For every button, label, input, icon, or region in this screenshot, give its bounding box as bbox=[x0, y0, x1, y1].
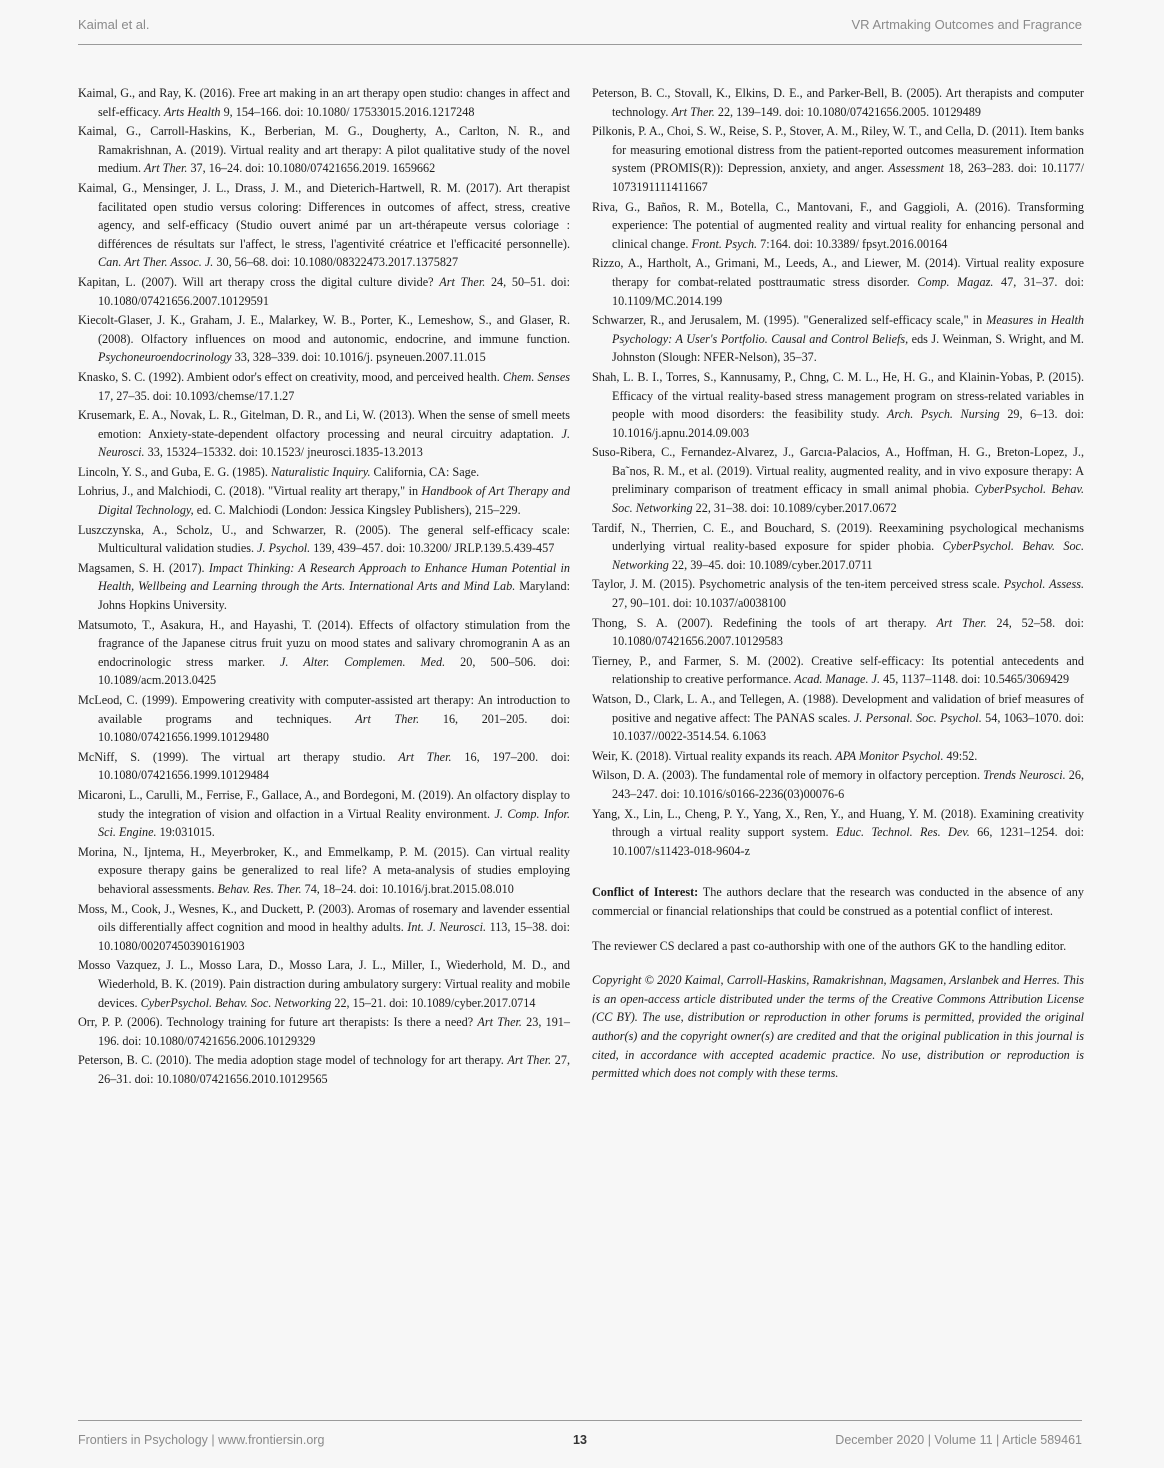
reference-text: Kapitan, L. (2007). Will art therapy cross the digital culture divide? bbox=[78, 274, 440, 289]
reference-source: Int. J. Neurosci. bbox=[407, 920, 487, 935]
right-column bbox=[592, 84, 1084, 1083]
reference-text: Peterson, B. C. (2010). The media adoption stage model of technology for art therapy. bbox=[78, 1053, 508, 1068]
reference-details: 27, 26–31. doi: 10.1080/07421656.2010.10129565 bbox=[98, 1053, 570, 1086]
reference-source: Educ. Technol. Res. Dev. bbox=[835, 825, 970, 840]
reference-text: Magsamen, S. H. (2017). bbox=[78, 560, 209, 575]
reference-item bbox=[592, 690, 1084, 746]
reference-text: Schwarzer, R., and Jerusalem, M. (1995). "Generalized self-efficacy scale," in bbox=[592, 313, 987, 328]
reference-text: Pilkonis, P. A., Choi, S. W., Reise, S. P., Stover, A. M., Riley, W. T., and Cella, D. (2011). Item banks for measuring emotional distress from the patient-reported outcomes measurement information system (PROMIS(R)): Depression, anxiety, and anger. bbox=[592, 124, 1084, 176]
reference-source: Can. Art Ther. Assoc. J. bbox=[98, 255, 214, 270]
reference-text: Krusemark, E. A., Novak, L. R., Gitelman, D. R., and Li, W. (2013). When the sense of smell meets emotion: Anxiety-state-dependent olfactory processing and neural circuitry adaptation. bbox=[78, 408, 570, 441]
reference-item bbox=[78, 748, 570, 785]
header-authors: Kaimal et al. bbox=[78, 17, 150, 32]
reference-text: Yang, X., Lin, L., Cheng, P. Y., Yang, X., Ren, Y., and Huang, Y. M. (2018). Examining creativity through a virtual reality support system. bbox=[592, 806, 1084, 840]
reference-details: 22, 31–38. doi: 10.1089/cyber.2017.0672 bbox=[692, 501, 897, 516]
reference-details: 30, 56–68. doi: 10.1080/08322473.2017.1375827 bbox=[213, 255, 459, 270]
reference-source: Trends Neurosci. bbox=[983, 768, 1066, 783]
reference-details: 47, 31–37. doi: 10.1109/MC.2014.199 bbox=[612, 274, 1084, 308]
reference-text: Morina, N., Ijntema, H., Meyerbroker, K., and Emmelkamp, P. M. (2015). Can virtual reality exposure therapy gains be generalized to real life? A meta-analysis of studies employing behavioral assessments. bbox=[78, 844, 570, 896]
reference-source: APA Monitor Psychol. bbox=[835, 748, 944, 763]
reference-details: ed. C. Malchiodi (London: Jessica Kingsley Publishers), 215–229. bbox=[193, 503, 521, 518]
reference-item bbox=[592, 368, 1084, 442]
conflict-text: The authors declare that the research was conducted in the absence of any commercial or financial relationships that could be construed as a potential conflict of interest. bbox=[592, 885, 1084, 918]
reference-item bbox=[78, 559, 570, 615]
reference-item bbox=[592, 443, 1084, 517]
reference-details: 45, 1137–1148. doi: 10.5465/3069429 bbox=[880, 672, 1070, 687]
reference-text: Kiecolt-Glaser, J. K., Graham, J. E., Malarkey, W. B., Porter, K., Lemeshow, S., and Glaser, R. (2008). Olfactory influences on mood and autonomic, endocrine, and immune function. bbox=[78, 313, 570, 346]
reference-details: 19:031015. bbox=[156, 825, 215, 840]
reference-item bbox=[78, 956, 570, 1012]
reference-item bbox=[592, 614, 1084, 651]
reference-item bbox=[78, 786, 570, 842]
reference-text: Kaimal, G., and Ray, K. (2016). Free art making in an art therapy open studio: changes in affect and self-efficacy. bbox=[78, 86, 570, 119]
reference-text: Thong, S. A. (2007). Redefining the tools of art therapy. bbox=[592, 615, 937, 630]
reference-source: Art Ther. bbox=[936, 615, 987, 630]
reference-details: 24, 50–51. doi: 10.1080/07421656.2007.10129591 bbox=[98, 274, 571, 308]
reference-source: CyberPsychol. Behav. Soc. Networking bbox=[140, 995, 332, 1010]
reference-details: 7:164. doi: 10.3389/ fpsyt.2016.00164 bbox=[757, 236, 948, 251]
reference-source: Assessment bbox=[888, 161, 944, 176]
reference-text: Moss, M., Cook, J., Wesnes, K., and Duckett, P. (2003). Aromas of rosemary and lavender essential oils differentially affect cognition and mood in healthy adults. bbox=[78, 901, 570, 935]
reference-item bbox=[592, 84, 1084, 121]
reference-source: Arch. Psych. Nursing bbox=[887, 407, 1000, 422]
reference-details: 37, 16–24. doi: 10.1080/07421656.2019. 1659662 bbox=[187, 161, 436, 176]
reference-source: Naturalistic Inquiry. bbox=[270, 464, 371, 479]
reference-text: Tardif, N., Therrien, C. E., and Bouchard, S. (2019). Reexamining psychological mechanisms underlying virtual reality-based exposure for spider phobia. bbox=[592, 520, 1084, 554]
reference-item bbox=[592, 805, 1084, 861]
conflict-of-interest bbox=[592, 883, 1084, 920]
page-footer bbox=[78, 1420, 1082, 1461]
reference-item bbox=[592, 311, 1084, 367]
reference-source: Behav. Res. Ther. bbox=[217, 881, 302, 896]
reference-details: Maryland: Johns Hopkins University. bbox=[98, 579, 570, 613]
reference-text: Peterson, B. C., Stovall, K., Elkins, D. E., and Parker-Bell, B. (2005). Art therapists and computer technology. bbox=[592, 86, 1084, 119]
reference-details: 29, 6–13. doi: 10.1016/j.apnu.2014.09.003 bbox=[612, 407, 1084, 440]
reference-source: CyberPsychol. Behav. Soc. Networking bbox=[612, 539, 1084, 572]
reference-source: Psychoneuroendocrinology bbox=[98, 350, 232, 365]
reference-item bbox=[78, 273, 570, 310]
reference-text: McNiff, S. (1999). The virtual art therapy studio. bbox=[78, 749, 399, 764]
reference-item bbox=[78, 406, 570, 462]
header-short-title: VR Artmaking Outcomes and Fragrance bbox=[851, 17, 1082, 32]
reference-text: McLeod, C. (1999). Empowering creativity with computer-assisted art therapy: An introduction to available programs and techniques. bbox=[78, 693, 570, 726]
copyright-notice: Copyright © 2020 Kaimal, Carroll-Haskins, Ramakrishnan, Magsamen, Arslanbek and Herres. This is an open-access article distributed under the terms of the Creative Commons Attribution License (CC BY). The use, distribution or reproduction in other forums is permitted, provided the original author(s) and the copyright owner(s) are credited and that the original publication in this journal is cited, in accordance with accepted academic practice. No use, distribution or reproduction is permitted which does not comply with these terms. bbox=[592, 973, 1084, 1081]
reference-source: Chem. Senses bbox=[502, 369, 570, 384]
reference-source: Handbook of Art Therapy and Digital Technology, bbox=[98, 484, 570, 518]
reference-item bbox=[78, 84, 570, 121]
reference-text: Knasko, S. C. (1992). Ambient odor's effect on creativity, mood, and perceived health. bbox=[78, 369, 503, 384]
reference-text: Taylor, J. M. (2015). Psychometric analysis of the ten-item perceived stress scale. bbox=[592, 577, 1004, 592]
reference-details: 17, 27–35. doi: 10.1093/chemse/17.1.27 bbox=[98, 388, 295, 403]
reference-details: 74, 18–24. doi: 10.1016/j.brat.2015.08.010 bbox=[301, 881, 514, 896]
reference-item bbox=[78, 843, 570, 899]
reference-item bbox=[592, 766, 1084, 803]
reference-item bbox=[78, 900, 570, 956]
reference-text: Lincoln, Y. S., and Guba, E. G. (1985). bbox=[78, 464, 271, 479]
reference-details: 22, 15–21. doi: 10.1089/cyber.2017.0714 bbox=[331, 995, 536, 1010]
reference-source: Art Ther. bbox=[477, 1015, 522, 1030]
reference-item bbox=[78, 1051, 570, 1088]
reference-source: Arts Health bbox=[163, 104, 221, 119]
reference-text: Matsumoto, T., Asakura, H., and Hayashi, T. (2014). Effects of olfactory stimulation from the fragrance of the Japanese citrus fruit yuzu on mood states and salivary chromogranin A as an endocrinologic stress marker. bbox=[78, 617, 570, 669]
reference-item bbox=[78, 616, 570, 690]
reference-text: Kaimal, G., Carroll-Haskins, K., Berberian, M. G., Dougherty, A., Carlton, N. R., and Ramakrishnan, A. (2019). Virtual reality and art therapy: A pilot qualitative study of the novel medium. bbox=[78, 124, 570, 176]
reference-source: Art Ther. bbox=[398, 749, 452, 764]
reference-text: Lohrius, J., and Malchiodi, C. (2018). "Virtual reality art therapy," in bbox=[78, 484, 422, 499]
reference-source: J. Personal. Soc. Psychol. bbox=[853, 710, 982, 725]
reference-details: 23, 191–196. doi: 10.1080/07421656.2006.10129329 bbox=[98, 1015, 570, 1048]
references-right-column bbox=[592, 84, 1084, 860]
reference-details: 20, 500–506. doi: 10.1089/acm.2013.0425 bbox=[98, 654, 570, 688]
reference-text: Shah, L. B. I., Torres, S., Kannusamy, P., Chng, C. M. L., He, H. G., and Klainin-Yobas, P. (2015). Efficacy of the virtual reality-based stress management program on stress-related variables in people with mood disorders: the feasibility study. bbox=[592, 369, 1084, 422]
reference-source: Art Ther. bbox=[671, 104, 715, 119]
reference-source: Art Ther. bbox=[144, 161, 188, 176]
reference-item bbox=[592, 747, 1084, 766]
reference-item bbox=[78, 122, 570, 178]
reference-source: Front. Psych. bbox=[691, 236, 758, 251]
conflict-label: Conflict of Interest: bbox=[592, 885, 699, 900]
page-number: 13 bbox=[573, 1433, 587, 1447]
reference-item bbox=[78, 691, 570, 747]
reference-item bbox=[78, 521, 570, 558]
reference-details: 16, 197–200. doi: 10.1080/07421656.1999.10129484 bbox=[98, 749, 570, 783]
reference-details: 54, 1063–1070. doi: 10.1037//0022-3514.54. 6.1063 bbox=[612, 710, 1084, 744]
reference-text: Rizzo, A., Hartholt, A., Grimani, M., Leeds, A., and Liewer, M. (2014). Virtual reality exposure therapy for combat-related posttraumatic stress disorder. bbox=[592, 256, 1084, 289]
reference-text: Mosso Vazquez, J. L., Mosso Lara, D., Mosso Lara, J. L., Miller, I., Wiederhold, M. D., and Wiederhold, B. K. (2019). Pain distraction during ambulatory surgery: Virtual reality and mobile devices. bbox=[78, 958, 570, 1010]
reference-item bbox=[592, 198, 1084, 254]
reference-source: J. Psychol. bbox=[257, 541, 311, 556]
reference-source: Art Ther. bbox=[507, 1053, 552, 1068]
reference-details: 49:52. bbox=[943, 748, 978, 763]
reference-text: Tierney, P., and Farmer, S. M. (2002). Creative self-efficacy: Its potential antecedents and relationship to creative performance. bbox=[592, 653, 1084, 687]
reference-item bbox=[592, 652, 1084, 689]
reference-text: Suso-Ribera, C., Fernandez-Alvarez, J., Garcıa-Palacios, A., Hoffman, H. G., Breton-Lopez, J., Ba˜nos, R. M., et al. (2019). Virtual reality, augmented reality, and in vivo exposure therapy: A preliminary comparison of treatment efficacy in small animal phobia. bbox=[592, 445, 1084, 497]
reference-details: 22, 39–45. doi: 10.1089/cyber.2017.0711 bbox=[668, 557, 873, 572]
reference-source: Impact Thinking: A Research Approach to Enhance Human Potential in Health, Wellbeing and Learning through the Arts. International Arts and Mind Lab. bbox=[98, 560, 571, 594]
reference-details: 33, 328–339. doi: 10.1016/j. psyneuen.2007.11.015 bbox=[231, 350, 486, 365]
reference-item bbox=[592, 519, 1084, 575]
reference-details: 139, 439–457. doi: 10.3200/ JRLP.139.5.439-457 bbox=[310, 541, 555, 556]
reference-item bbox=[78, 482, 570, 519]
reference-details: 113, 15–38. doi: 10.1080/00207450390161903 bbox=[98, 920, 571, 953]
running-header bbox=[78, 14, 1082, 45]
reference-source: J. Comp. Infor. Sci. Engine. bbox=[98, 806, 570, 840]
reference-item bbox=[78, 179, 570, 272]
reference-item bbox=[78, 368, 570, 405]
reference-source: J. Alter. Complemen. Med. bbox=[279, 654, 446, 669]
reference-details: California, CA: Sage. bbox=[370, 464, 480, 479]
reference-source: Acad. Manage. J. bbox=[794, 672, 881, 687]
reference-source: Measures in Health Psychology: A User's Portfolio. Causal and Control Beliefs, bbox=[612, 313, 1084, 346]
reference-details: 22, 139–149. doi: 10.1080/07421656.2005. 10129489 bbox=[714, 104, 981, 119]
reference-source: Psychol. Assess. bbox=[1003, 577, 1084, 592]
reference-details: 33, 15324–15332. doi: 10.1523/ jneurosci.1835-13.2013 bbox=[144, 445, 423, 460]
reference-text: Wilson, D. A. (2003). The fundamental role of memory in olfactory perception. bbox=[592, 768, 984, 783]
reference-item bbox=[78, 1013, 570, 1050]
reference-source: Comp. Magaz. bbox=[917, 274, 994, 289]
reference-details: 66, 1231–1254. doi: 10.1007/s11423-018-9604-z bbox=[612, 825, 1085, 858]
reference-text: Weir, K. (2018). Virtual reality expands its reach. bbox=[592, 748, 836, 763]
reference-item bbox=[592, 122, 1084, 196]
reference-text: Riva, G., Baños, R. M., Botella, C., Mantovani, F., and Gaggioli, A. (2016). Transforming experience: The potential of augmented reality and virtual reality for enhancing personal and clinical change. bbox=[592, 199, 1084, 251]
footer-journal[interactable]: Frontiers in Psychology | www.frontiersin.org bbox=[78, 1433, 325, 1447]
reference-details: 16, 201–205. doi: 10.1080/07421656.1999.10129480 bbox=[98, 711, 570, 745]
references-left-column bbox=[78, 84, 570, 1089]
reference-source: Art Ther. bbox=[439, 274, 486, 289]
reference-text: Watson, D., Clark, L. A., and Tellegen, A. (1988). Development and validation of brief measures of positive and negative affect: The PANAS scales. bbox=[592, 692, 1084, 725]
reference-text: Kaimal, G., Mensinger, J. L., Drass, J. M., and Dieterich-Hartwell, R. M. (2017). Art therapist facilitated open studio versus coloring: Differences in outcomes of affect, stress, creative agency, and self-efficacy (Studio ouvert animé par un art-thérapeute versus coloriage : différences de résultats sur l'affect, le stress, l'agentivité créatrice et l'efficacité personnelle). bbox=[78, 180, 570, 251]
reference-details: 9, 154–166. doi: 10.1080/ 17533015.2016.1217248 bbox=[220, 104, 475, 119]
reference-details: eds J. Weinman, S. Wright, and M. Johnston (Slough: NFER-Nelson), 35–37. bbox=[612, 331, 1084, 365]
reference-details: 26, 243–247. doi: 10.1016/s0166-2236(03)00076-6 bbox=[612, 768, 1085, 801]
reference-source: CyberPsychol. Behav. Soc. Networking bbox=[612, 482, 1084, 516]
reviewer-note: The reviewer CS declared a past co-authorship with one of the authors GK to the handling editor. bbox=[592, 938, 1067, 953]
reference-details: 18, 263–283. doi: 10.1177/ 1073191111411667 bbox=[612, 161, 1084, 194]
reference-text: Luszczynska, A., Scholz, U., and Schwarzer, R. (2005). The general self-efficacy scale: Multicultural validation studies. bbox=[78, 522, 570, 556]
reference-source: Art Ther. bbox=[355, 711, 420, 726]
reference-details: 24, 52–58. doi: 10.1080/07421656.2007.10129583 bbox=[612, 615, 1084, 649]
reference-item bbox=[592, 575, 1084, 612]
reference-text: Orr, P. P. (2006). Technology training for future art therapists: Is there a need? bbox=[78, 1015, 478, 1030]
footer-issue: December 2020 | Volume 11 | Article 589461 bbox=[835, 1433, 1082, 1447]
reference-item bbox=[592, 254, 1084, 310]
reference-text: Micaroni, L., Carulli, M., Ferrise, F., Gallace, A., and Bordegoni, M. (2019). An olfactory display to study the integration of vision and olfaction in a Virtual Reality environment. bbox=[78, 787, 570, 821]
reference-details: 27, 90–101. doi: 10.1037/a0038100 bbox=[612, 596, 787, 611]
reference-item bbox=[78, 311, 570, 367]
reference-item bbox=[78, 463, 570, 482]
reference-source: J. Neurosci. bbox=[98, 426, 570, 460]
